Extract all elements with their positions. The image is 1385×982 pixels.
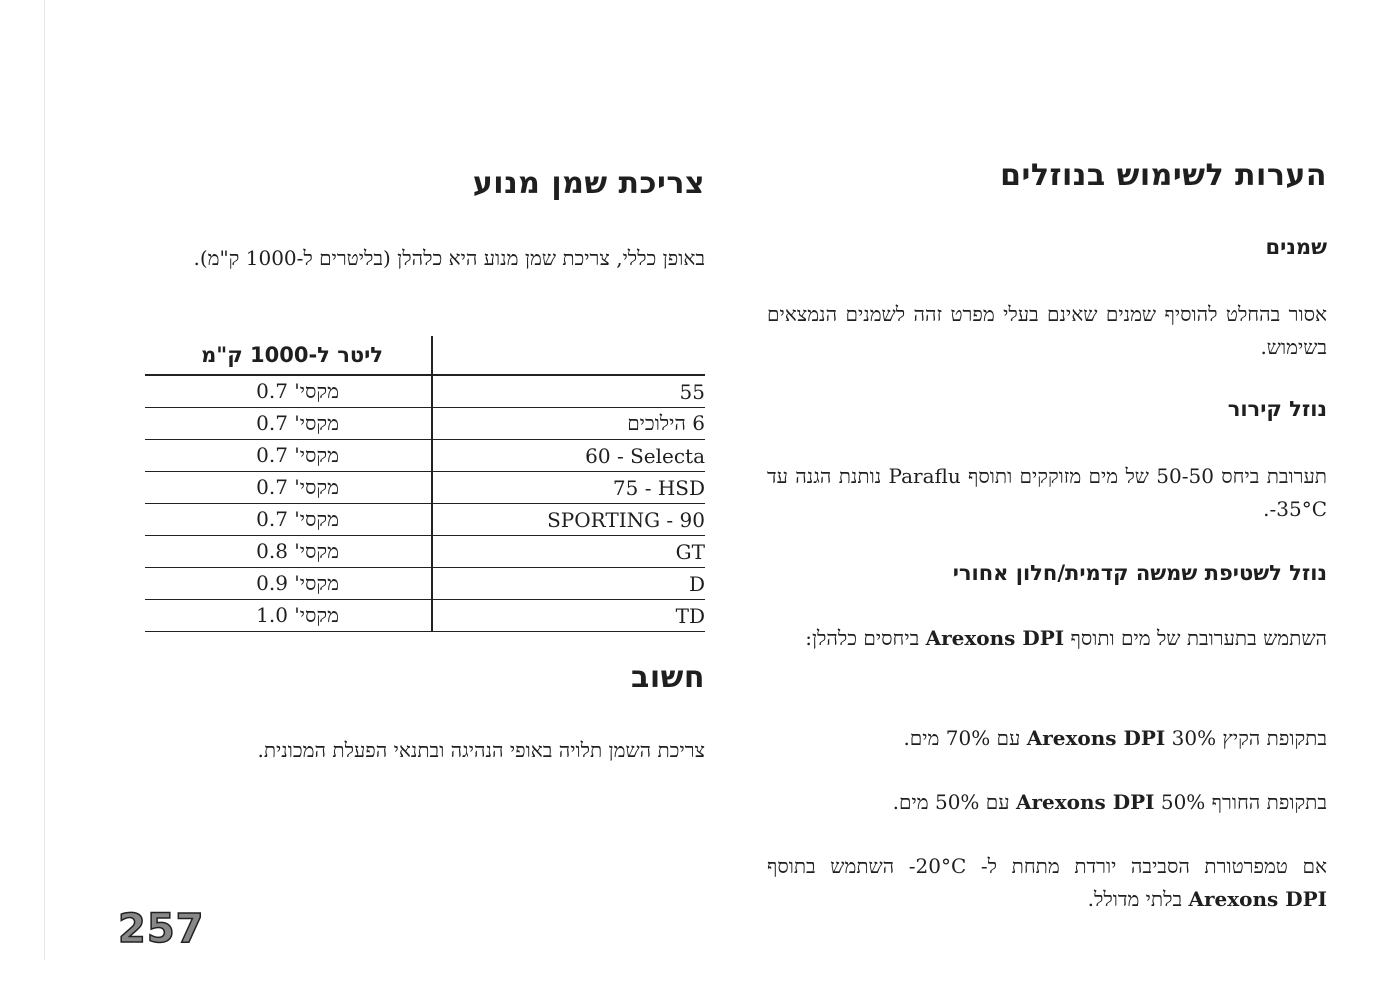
brand-name: Arexons DPI — [1026, 726, 1166, 750]
consumption-cell: מקסי' 0.7 — [145, 375, 432, 408]
washer-fluid-paragraph: השתמש בתערובת של מים ותוסף Arexons DPI ביחסים כלהלן: — [805, 626, 1327, 650]
cold-weather-paragraph: אם טמפרטורת הסביבה יורדת מתחת ל- ‎-20°C‏ השתמש בתוסף Arexons DPI בלתי מדולל. — [767, 854, 1327, 911]
model-cell: GT — [432, 536, 705, 568]
model-cell: 75 - HSD — [432, 472, 705, 504]
oil-consumption-table — [145, 336, 705, 632]
consumption-cell: מקסי' 0.8 — [145, 536, 432, 568]
table-header-row — [145, 336, 705, 375]
summer-mix-paragraph: בתקופת הקיץ 30% Arexons DPI עם 70% מים. — [903, 726, 1327, 750]
table-row — [145, 536, 705, 568]
model-cell: 6 הילוכים — [432, 408, 705, 440]
model-cell: SPORTING - 90 — [432, 504, 705, 536]
model-column-header — [432, 336, 705, 375]
table-row — [145, 504, 705, 536]
table-row — [145, 440, 705, 472]
consumption-cell: מקסי' 0.7 — [145, 408, 432, 440]
coolant-heading: נוזל קירור — [1227, 397, 1327, 421]
washer-fluid-heading: נוזל לשטיפת שמשה קדמית/חלון אחורי — [952, 561, 1327, 585]
coolant-paragraph: תערובת ביחס 50-50 של מים מזוקקים ותוסף Paraflu נותנת הגנה עד ‎-35°C‏. — [767, 464, 1327, 521]
consumption-cell: מקסי' 0.7 — [145, 440, 432, 472]
table-row — [145, 600, 705, 632]
consumption-column-header: ליטר ל-1000 ק"מ — [145, 336, 432, 375]
consumption-cell: מקסי' 0.9 — [145, 568, 432, 600]
engine-oil-title: צריכת שמן מנוע — [472, 166, 705, 201]
page-number: 257 — [118, 906, 205, 952]
consumption-cell: מקסי' 0.7 — [145, 472, 432, 504]
important-heading: חשוב — [631, 660, 705, 695]
model-cell: D — [432, 568, 705, 600]
table-row — [145, 568, 705, 600]
fluids-notes-title: הערות לשימוש בנוזלים — [1000, 158, 1327, 193]
brand-name: Arexons DPI — [1015, 790, 1155, 814]
engine-oil-intro: באופן כללי, צריכת שמן מנוע היא כלהלן (בליטרים ל-1000 ק"מ). — [193, 246, 705, 270]
important-note: צריכת השמן תלויה באופי הנהיגה ובתנאי הפעלת המכונית. — [257, 738, 705, 762]
brand-name: Arexons DPI — [1188, 887, 1327, 911]
table-row — [145, 375, 705, 408]
consumption-cell: מקסי' 0.7 — [145, 504, 432, 536]
table-row — [145, 472, 705, 504]
model-cell: TD — [432, 600, 705, 632]
page-margin-line — [44, 0, 45, 960]
table-row — [145, 408, 705, 440]
model-cell: 60 - Selecta — [432, 440, 705, 472]
winter-mix-paragraph: בתקופת החורף 50% Arexons DPI עם 50% מים. — [892, 790, 1327, 814]
model-cell: 55 — [432, 375, 705, 408]
oils-paragraph: אסור בהחלט להוסיף שמנים שאינם בעלי מפרט זהה לשמנים הנמצאים בשימוש. — [767, 302, 1327, 359]
brand-name: Arexons DPI — [925, 626, 1065, 650]
consumption-cell: מקסי' 1.0 — [145, 600, 432, 632]
oils-heading: שמנים — [1265, 235, 1327, 259]
